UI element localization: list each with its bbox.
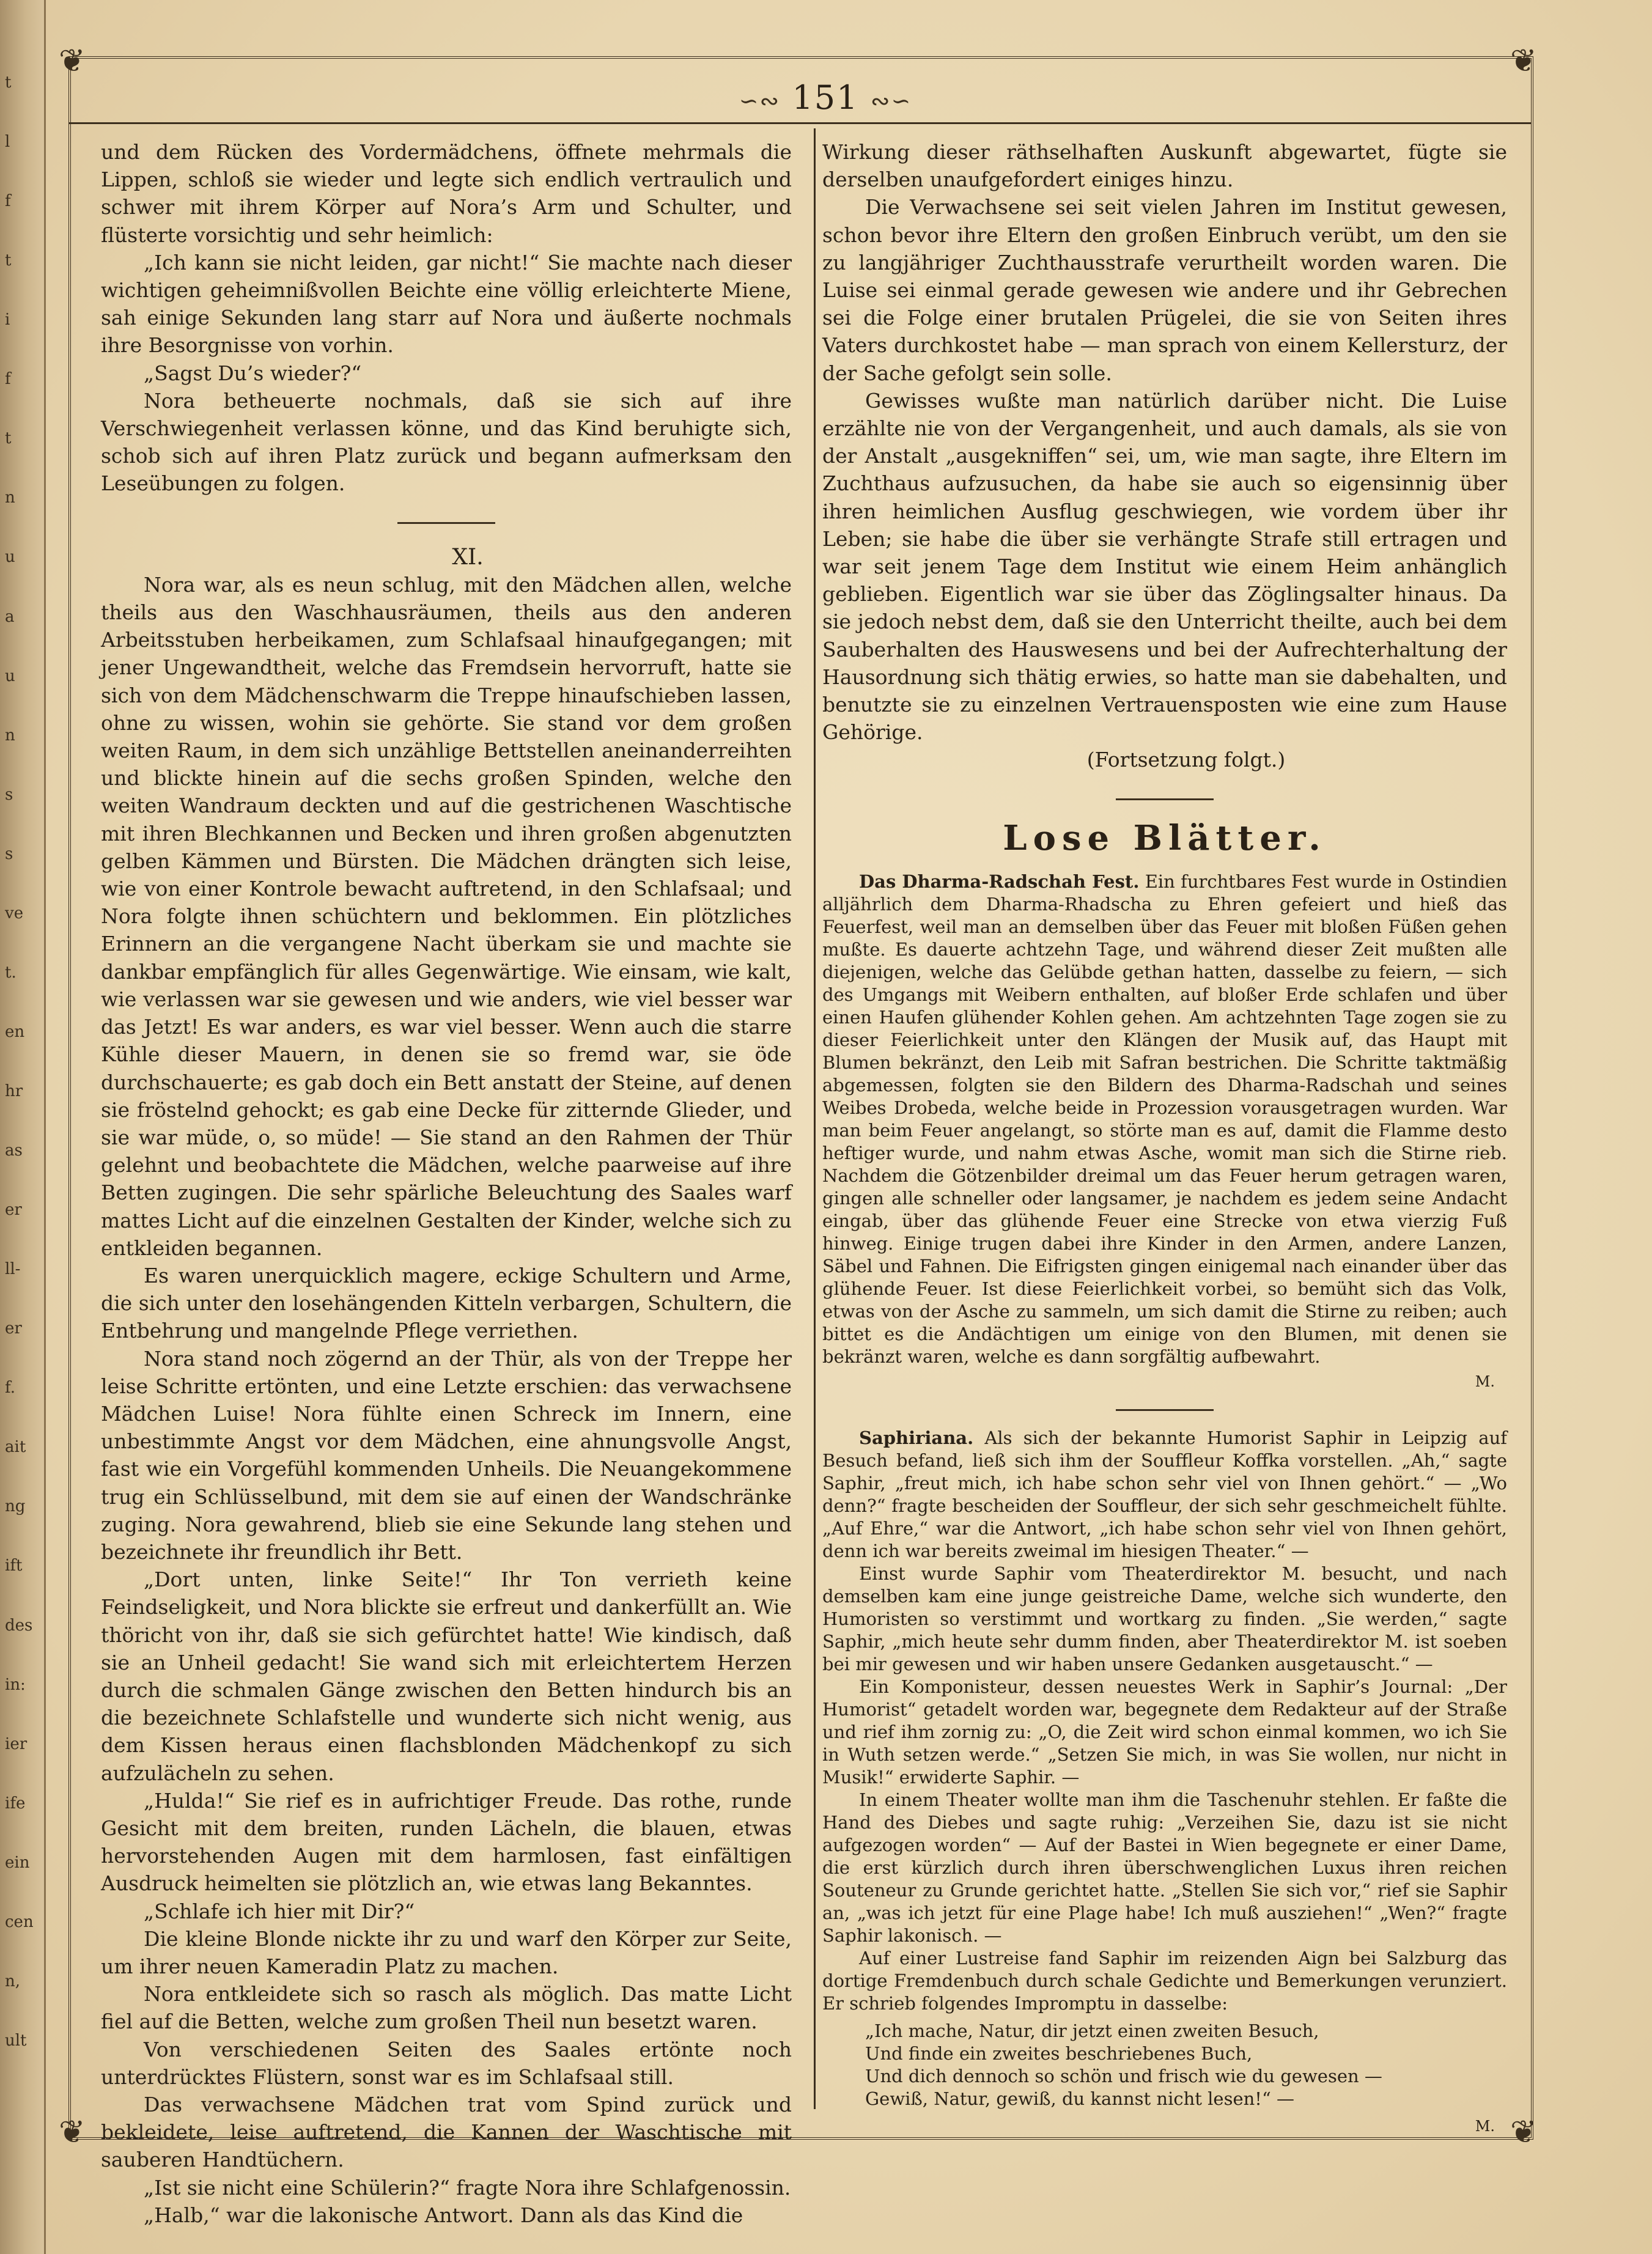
page-number: 151 [792,78,859,117]
paragraph: Das verwachsene Mädchen trat vom Spind zurück und bekleidete, leise auftretend, die Kannen der Waschtische mit sauberen Handtüchern. [101,2093,792,2172]
margin-fragment: er [5,1319,22,1338]
paragraph: Nora war, als es neun schlug, mit den Mädchen allen, welche theils aus den Waschhausräumen, theils aus den anderen Arbeitsstuben herbeikamen, zum Schlafsaal hinaufgegangen; mit jener Ungewandtheit, welche das Fremdsein hervorruft, hatte sie sich von dem Mädchenschwarm die Treppe hinaufschieben lassen, ohne zu wissen, wohin sie gehörte. Sie stand vor dem großen weiten Raum, in dem sich unzählige Bettstellen aneinanderreihten und blickte hinein auf die sechs großen Spinden, welche den weiten Wandraum deckten und auf die gestrichenen Waschtische mit ihren Blechkannen und Becken und ihren großen abgenutzten gelben Kämmen und Bürsten. Die Mädchen drängten sich leise, wie von einer Kontrole bewacht auftretend, in den Schlafsaal; und Nora folgte ihnen schüchtern und beklommen. Ein plötzliches Erinnern an die vergangene Nacht überkam sie und machte sie dankbar empfänglich für alles Gegenwärtige. Wie einsam, wie kalt, wie verlassen war sie gewesen und wie anders, wie viel besser war das Jetzt! Es war anders, es war viel besser. Wenn auch die starre Kühle dieser Mauern, in denen sie so fremd war, sie öde durchschauerte; es gab doch ein Bett anstatt der Steine, auf denen sie fröstelnd gehockt; es gab eine Decke für zitternde Glieder, und sie war müde, o, so müde! — Sie stand an den Rahmen der Thür gelehnt und beobachtete die Mädchen, welche paarweise auf ihre Betten zugingen. Die sehr spärliche Beleuchtung des Saales warf mattes Licht auf die einzelnen Gestalten der Kinder, welche sich zu entkleiden begannen. [101,572,792,1260]
paragraph: „Schlafe ich hier mit Dir?“ [144,1899,415,1923]
margin-fragment: n [5,488,15,507]
paragraph: Nora entkleidete sich so rasch als möglich. Das matte Licht fiel auf die Betten, welche zum großen Theil nun besetzt waren. [101,1982,792,2034]
article-title: Saphiriana. [859,1427,974,1448]
corner-ornament-icon: ❦ [59,43,86,79]
poem-line: „Ich mache, Natur, dir jetzt einen zweiten Besuch, [865,2020,1319,2041]
paragraph: „Hulda!“ Sie rief es in aufrichtiger Freude. Das rothe, runde Gesicht mit dem breiten, runden Lächeln, die blauen, etwas hervorstehenden Augen mit dem harmlosen, fast einfältigen Ausdruck heimelten sie plötzlich an, wie etwas lang Bekanntes. [101,1788,792,1896]
margin-fragment: u [5,667,15,685]
paragraph: „Sagst Du’s wieder?“ [144,361,362,385]
margin-fragment: s [5,845,13,863]
margin-fragment: ll- [5,1260,21,1278]
section-title: Lose Blätter. [1003,817,1327,858]
ornament-flourish-icon: ∽∾ [739,87,781,114]
corner-ornament-icon: ❦ [1510,43,1537,79]
previous-page-margin [0,0,46,2254]
section-divider [397,522,495,524]
margin-fragment: as [5,1141,23,1160]
margin-fragment: ife [5,1794,26,1813]
margin-fragment: t [5,429,12,447]
left-column [101,138,792,2229]
article-title: Das Dharma-Radschah Fest. [859,871,1140,892]
margin-fragment: l [5,133,10,151]
poem-line: Gewiß, Natur, gewiß, du kannst nicht lesen!“ — [865,2088,1295,2109]
margin-fragment: ve [5,904,24,923]
section-divider [1116,798,1214,800]
margin-fragment: hr [5,1082,23,1100]
author-signature: M. [1475,2117,1495,2135]
article-divider [1116,1409,1214,1411]
margin-fragment: in: [5,1676,26,1694]
paragraph: Wirkung dieser räthselhaften Auskunft abgewartet, fügte sie derselben unaufgefordert einiges hinzu. [822,140,1507,192]
paragraph: Nora stand noch zögernd an der Thür, als von der Treppe her leise Schritte ertönten, und eine Letzte erschien: das verwachsene Mädchen Luise! Nora fühlte einen Schreck im Innern, eine unbestimmte Angst vor dem Mädchen, eine ahnungsvolle Angst, fast wie ein Vorgefühl kommenden Unheils. Die Neuangekommene trug ein Schlüsselbund, mit dem sie auf einen der Wandschränke zuging. Nora gewahrend, blieb sie eine Sekunde lang stehen und bezeichnete ihr freundlich ihr Bett. [101,1346,792,1564]
article-dharma [822,871,1507,2138]
author-signature: M. [1475,1372,1495,1390]
margin-fragment: u [5,548,15,566]
poem-line: Und finde ein zweites beschriebenes Buch, [865,2042,1253,2064]
corner-ornament-icon: ❦ [1510,2114,1537,2151]
margin-fragment: f [5,192,11,210]
column-divider [814,128,816,2109]
margin-fragment: cen [5,1913,34,1931]
margin-fragment: ult [5,2031,27,2050]
paragraph: Auf einer Lustreise fand Saphir im reizenden Aign bei Salzburg das dortige Fremdenbuch durch schale Gedichte und Bemerkungen verunziert. Er schrieb folgendes Impromptu in dasselbe: [822,1947,1507,2014]
paragraph: Es waren unerquicklich magere, eckige Schultern und Arme, die sich unter den losehängenden Kitteln verbargen, Schultern, die Entbehrung und mangelnde Pflege verriethen. [101,1263,792,1343]
margin-fragment: ein [5,1854,30,1872]
paragraph: Gewisses wußte man natürlich darüber nicht. Die Luise erzählte nie von der Vergangenheit, und auch damals, als sie von der Anstalt „ausgekniffen“ sei, um, wie man sagte, ihre Eltern im Zuchthaus aufzusuchen, da habe sie auch so eigensinnig über ihren heimlichen Ausflug geschwiegen, wie vordem über ihr Leben; sie habe die über sie verhängte Strafe still ertragen und war seit jenem Tage dem Institut wie einem Heim anhänglich geblieben. Eigentlich war sie über das Zöglingsalter hinaus. Da sie jedoch nebst dem, daß sie den Unterricht theilte, auch bei dem Sauberhalten des Hauswesens und bei der Aufrechterhaltung der Hausordnung sich thätig erwies, so hatte man sie dabehalten, und benutzte sie zu einzelnen Vertrauensposten wie eine zum Hause Gehörige. [822,388,1507,745]
poem-line: Und dich dennoch so schön und frisch wie du gewesen — [865,2065,1382,2086]
margin-fragment: t. [5,963,17,982]
corner-ornament-icon: ❦ [59,2114,86,2151]
right-column [822,138,1507,2138]
paragraph: Die Verwachsene sei seit vielen Jahren im Institut gewesen, schon bevor ihre Eltern den großen Einbruch verübt, um den sie zu langjähriger Zuchthausstrafe verurtheilt worden waren. Die Luise sei einmal gerade gewesen wie andere und ihr Gebrechen sei die Folge einer brutalen Prügelei, die sie von Seiten ihres Vaters durchkostet habe — man sprach von einem Kellersturz, der der Sache gefolgt sein solle. [822,195,1507,385]
margin-fragment: f [5,370,11,388]
paragraph: Nora betheuerte nochmals, daß sie sich auf ihre Verschwiegenheit verlassen könne, und das Kind beruhigte sich, schob sich auf ihren Platz zurück und begann aufmerksam den Leseübungen zu folgen. [101,388,792,496]
margin-fragment: ait [5,1438,26,1456]
ornament-flourish-icon: ∾∽ [870,87,912,114]
margin-fragment: ift [5,1556,23,1575]
poem [865,2020,1507,2110]
paragraph: „Ist sie nicht eine Schülerin?“ fragte Nora ihre Schlafgenossin. [144,2175,791,2200]
continuation-note: (Fortsetzung folgt.) [1086,748,1286,772]
margin-fragment: ng [5,1497,26,1516]
margin-fragment: n [5,726,15,745]
paragraph: und dem Rücken des Vordermädchens, öffnete mehrmals die Lippen, schloß sie wieder und legte sich endlich vertraulich und schwer mit ihrem Körper auf Nora’s Arm und Schulter, und flüsterte vorsichtig und sehr heimlich: [101,140,792,247]
margin-fragment: des [5,1616,33,1635]
margin-fragment: t [5,73,12,92]
chapter-heading: XI. [452,544,484,570]
margin-fragment: t [5,251,12,270]
margin-fragment: i [5,311,10,329]
margin-fragment: ier [5,1735,28,1753]
paragraph: Einst wurde Saphir vom Theaterdirektor M. besucht, und nach demselben kam eine junge geistreiche Dame, welche sich wunderte, den Humoristen so verstimmt und wortkarg zu finden. „Sie werden,“ sagte Saphir, „mich heute sehr dumm finden, aber Theaterdirektor M. ist soeben bei mir gewesen und wir haben unsere Gedanken ausgetauscht.“ — [822,1563,1507,1674]
margin-fragment: s [5,786,13,804]
margin-fragment: n, [5,1972,21,1991]
paragraph: Ein Komponisteur, dessen neuestes Werk in Saphir’s Journal: „Der Humorist“ getadelt worden war, begegnete dem Redakteur auf der Straße und rief ihm zornig zu: „O, die Zeit wird schon einmal kommen, wo ich Sie in Wuth setzen werde.“ „Setzen Sie mich, in was Sie wollen, nur nicht in Musik!“ erwiderte Saphir. — [822,1676,1507,1788]
paragraph: In einem Theater wollte man ihm die Taschenuhr stehlen. Er faßte die Hand des Diebes und sagte ruhig: „Verzeihen Sie, dazu ist sie nicht aufgezogen worden“ — Auf der Bastei in Wien begegnete er einer Dame, die erst kürzlich durch ihren überschwenglichen Luxus ihren reichen Souteneur zu Grunde gerichtet hatte. „Stellen Sie sich vor,“ rief sie Saphir an, „was ich jetzt für eine Plage habe! Ich muß ausziehen!“ „Wen?“ fragte Saphir lakonisch. — [822,1789,1507,1946]
margin-fragment: en [5,1023,25,1041]
page-number-header [703,78,948,117]
paragraph: „Halb,“ war die lakonische Antwort. Dann als das Kind die [144,2203,743,2227]
paragraph: „Ich kann sie nicht leiden, gar nicht!“ Sie machte nach dieser wichtigen geheimnißvollen Beichte eine völlig erleichterte Miene, sah einige Sekunden lang starr auf Nora und äußerte nochmals ihre Besorgnisse von vorhin. [101,250,792,358]
article-text: Als sich der bekannte Humorist Saphir in Leipzig auf Besuch befand, ließ sich ihm der Souffleur Koffka vorstellen. „Ah,“ sagte Saphir, „freut mich, ich habe schon sehr viel von Ihnen gehört.“ — „Wo denn?“ fragte bescheiden der Souffleur, der sich sehr geschmeichelt fühlte. „Auf Ehre,“ war die Antwort, „ich habe schon sehr viel von Ihnen gehört, denn ich war bereits zweimal im hiesigen Theater.“ — [822,1427,1508,1561]
margin-fragment: f. [5,1379,15,1397]
paragraph: „Dort unten, linke Seite!“ Ihr Ton verrieth keine Feindseligkeit, und Nora blickte sie erfreut und dankerfüllt an. Wie thöricht von ihr, daß sie sich gefürchtet hatte! Wie kindisch, daß sie an Unheil gedacht! Sie wand sich mit erleichtertem Herzen durch die schmalen Gänge zwischen den Betten hindurch bis an die bezeichnete Schlafstelle und wunderte sich nicht wenig, aus dem Kissen heraus einen flachsblonden Mädchenkopf zu sich aufzulächeln zu sehen. [101,1567,792,1785]
margin-fragment: a [5,608,15,626]
paragraph: Die kleine Blonde nickte ihr zu und warf den Körper zur Seite, um ihrer neuen Kameradin Platz zu machen. [101,1926,792,1978]
article-text: Ein furchtbares Fest wurde in Ostindien alljährlich dem Dharma-Rhadscha zu Ehren gefeiert und hieß das Feuerfest, weil man an demselben über das Feuer mit bloßen Füßen gehen mußte. Es dauerte achtzehn Tage, und während dieser Zeit mußten alle diejenigen, welche das Gelübde gethan hatten, dasselbe zu feiern, — sich des Umgangs mit Weibern enthalten, auf bloßer Erde schlafen und über einen Haufen glühender Kohlen gehen. Am achtzehnten Tage zogen sie zu dieser Feierlichkeit unter den Klängen der Musik auf, das Haupt mit Blumen bekränzt, den Leib mit Safran bestrichen. Die Schritte taktmäßig abgemessen, folgten sie den Bildern des Dharma-Radschah und seines Weibes Drobeda, welche beide in Prozession vorausgetragen wurden. War man beim Feuer angelangt, so störte man es auf, damit die Flamme desto heftiger wurde, und nahm etwas Asche, womit man sich die Stirne rieb. Nachdem die Götzenbilder dreimal um das Feuer herum getragen waren, gingen alle schneller oder langsamer, je nachdem es jedem seine Andacht eingab, über das glühende Feuer eine Strecke von etwa vierzig Fuß hinweg. Einige trugen dabei ihre Kinder in den Armen, andere Lanzen, Säbel und Fahnen. Die Eifrigsten gingen einigemal nach einander über das glühende Feuer. Ist diese Feierlichkeit vorbei, so bemüht sich das Volk, etwas von der Asche zu sammeln, um sich damit die Stirne zu reiben; auch bittet es die Andächtigen um einige von den Blumen, mit denen sie bekränzt waren, welche es dann sorgfältig aufbewahrt. [822,871,1508,1367]
header-rule [68,122,1531,124]
margin-fragment: er [5,1201,22,1219]
paragraph: Von verschiedenen Seiten des Saales ertönte noch unterdrücktes Flüstern, sonst war es im Schlafsaal still. [101,2037,792,2089]
